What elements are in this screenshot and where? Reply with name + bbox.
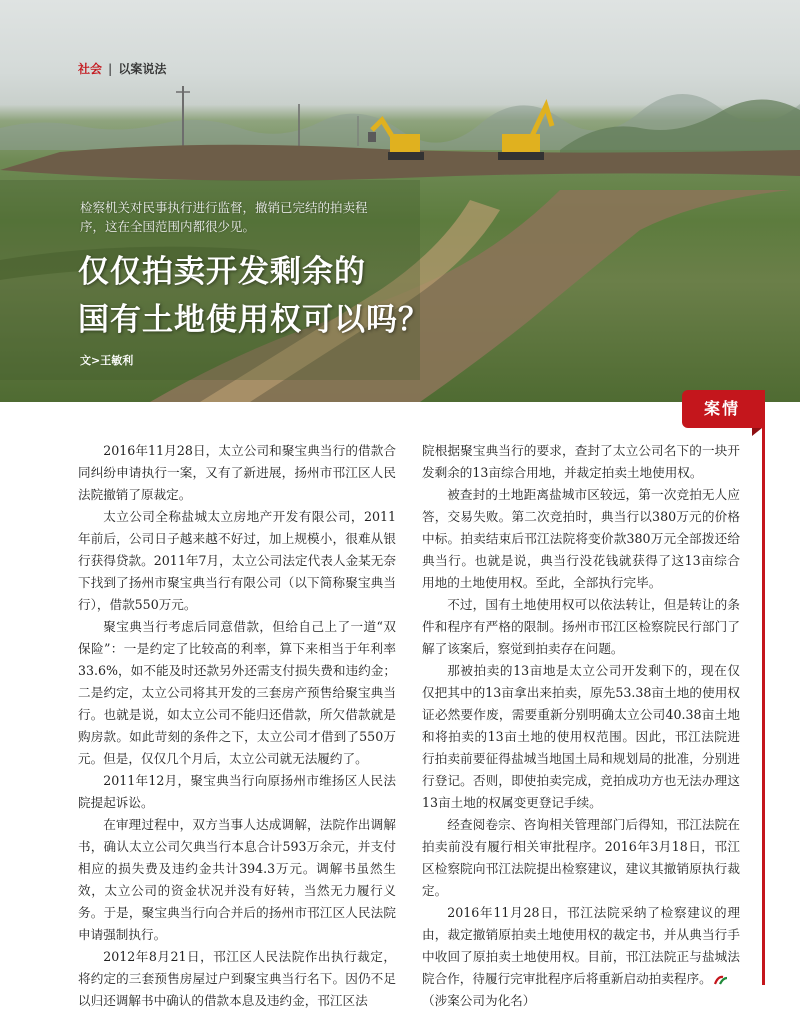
section-header bbox=[78, 60, 166, 77]
paragraph: 2012年8月21日，邗江区人民法院作出执行裁定，将约定的三套预售房屋过户到聚宝典当行名下。因仍不足以归还调解书中确认的借款本息及违约金，邗江区法 bbox=[78, 949, 396, 1008]
column-right bbox=[422, 440, 740, 1012]
paragraph: 聚宝典当行考虑后同意借款，但给自己上了一道“双保险”：一是约定了比较高的利率，算下来相当于年利率33.6%，如不能及时还款另外还需支付损失费和违约金；二是约定，太立公司将其开发的三套房产预售给聚宝典当行。也就是说，如太立公司不能归还借款，所欠借款就是购房款。如此苛刻的条件之下，太立公司才借到了550万元。但是，仅仅几个月后，太立公司就无法履约了。 bbox=[78, 619, 396, 766]
end-mark-icon bbox=[714, 975, 728, 985]
paragraph-final bbox=[422, 902, 740, 990]
title-line-1: 仅仅拍卖开发剩余的 bbox=[78, 254, 366, 290]
column-left bbox=[78, 440, 396, 1012]
case-tag: 案情 bbox=[682, 390, 762, 428]
margin-rule bbox=[762, 390, 765, 985]
paragraph: 2011年12月，聚宝典当行向原扬州市维扬区人民法院提起诉讼。 bbox=[78, 773, 396, 810]
article-title bbox=[78, 248, 430, 344]
paragraph: 被查封的土地距离盐城市区较远，第一次竞拍无人应答，交易失败。第二次竞拍时，典当行以380万元的价格中标。拍卖结束后邗江法院将变价款380万元全部拨还给典当行。也就是说，典当行没花钱就获得了这13亩综合用地的土地使用权。至此，全部执行完毕。 bbox=[422, 487, 740, 590]
paragraph: 那被拍卖的13亩地是太立公司开发剩下的，现在仅仅把其中的13亩拿出来拍卖，原先53.38亩土地的使用权证必然要作废，需要重新分别明确太立公司40.38亩土地和将拍卖的13亩土地的使用权范围。因此，邗江法院进行拍卖前要征得盐城当地国土局和规划局的批准，分别进行登记。否则，即使拍卖完成，竞拍成功方也无法办理这13亩土地的权属变更登记手续。 bbox=[422, 663, 740, 810]
section-separator: | bbox=[108, 62, 113, 76]
subsection-name: 以案说法 bbox=[118, 62, 167, 76]
note: （涉案公司为化名） bbox=[422, 993, 536, 1008]
paragraph: 2016年11月28日，太立公司和聚宝典当行的借款合同纠纷申请执行一案，又有了新进展，扬州市邗江区人民法院撤销了原裁定。 bbox=[78, 443, 396, 502]
paragraph: 院根据聚宝典当行的要求，查封了太立公司名下的一块开发剩余的13亩综合用地，并裁定拍卖土地使用权。 bbox=[422, 443, 740, 480]
section-name: 社会 bbox=[78, 62, 103, 76]
article-lead: 检察机关对民事执行进行监督，撤销已完结的拍卖程序，这在全国范围内都很少见。 bbox=[80, 200, 368, 234]
paragraph: 在审理过程中，双方当事人达成调解，法院作出调解书，确认太立公司欠典当行本息合计593万余元，并支付相应的损失费及违约金共计394.3万元。调解书虽然生效，太立公司的资金状况并没有好转，当然无力履行义务。于是，聚宝典当行向合并后的扬州市邗江区人民法院申请强制执行。 bbox=[78, 817, 396, 942]
article-author: 文>王敏利 bbox=[80, 354, 134, 367]
paragraph: 不过，国有土地使用权可以依法转让，但是转让的条件和程序有严格的限制。扬州市邗江区检察院民行部门了解了该案后，察觉到拍卖存在问题。 bbox=[422, 597, 740, 656]
final-text: 2016年11月28日，邗江法院采纳了检察建议的理由，裁定撤销原拍卖土地使用权的裁定书，并从典当行手中收回了原拍卖土地使用权。目前，邗江法院正与盐城法院合作，待履行完审批程序后将重新启动拍卖程序。 bbox=[422, 905, 740, 986]
title-line-2: 国有土地使用权可以吗？ bbox=[78, 302, 430, 338]
paragraph: 太立公司全称盐城太立房地产开发有限公司，2011年前后，公司日子越来越不好过，加上规模小，很难从银行获得贷款。2011年7月，太立公司法定代表人金某无奈下找到了扬州市聚宝典当行有限公司（以下简称聚宝典当行），借款550万元。 bbox=[78, 509, 396, 612]
paragraph: 经查阅卷宗、咨询相关管理部门后得知，邗江法院在拍卖前没有履行相关审批程序。2016年3月18日，邗江区检察院向邗江法院提出检察建议，建议其撤销原执行裁定。 bbox=[422, 817, 740, 898]
